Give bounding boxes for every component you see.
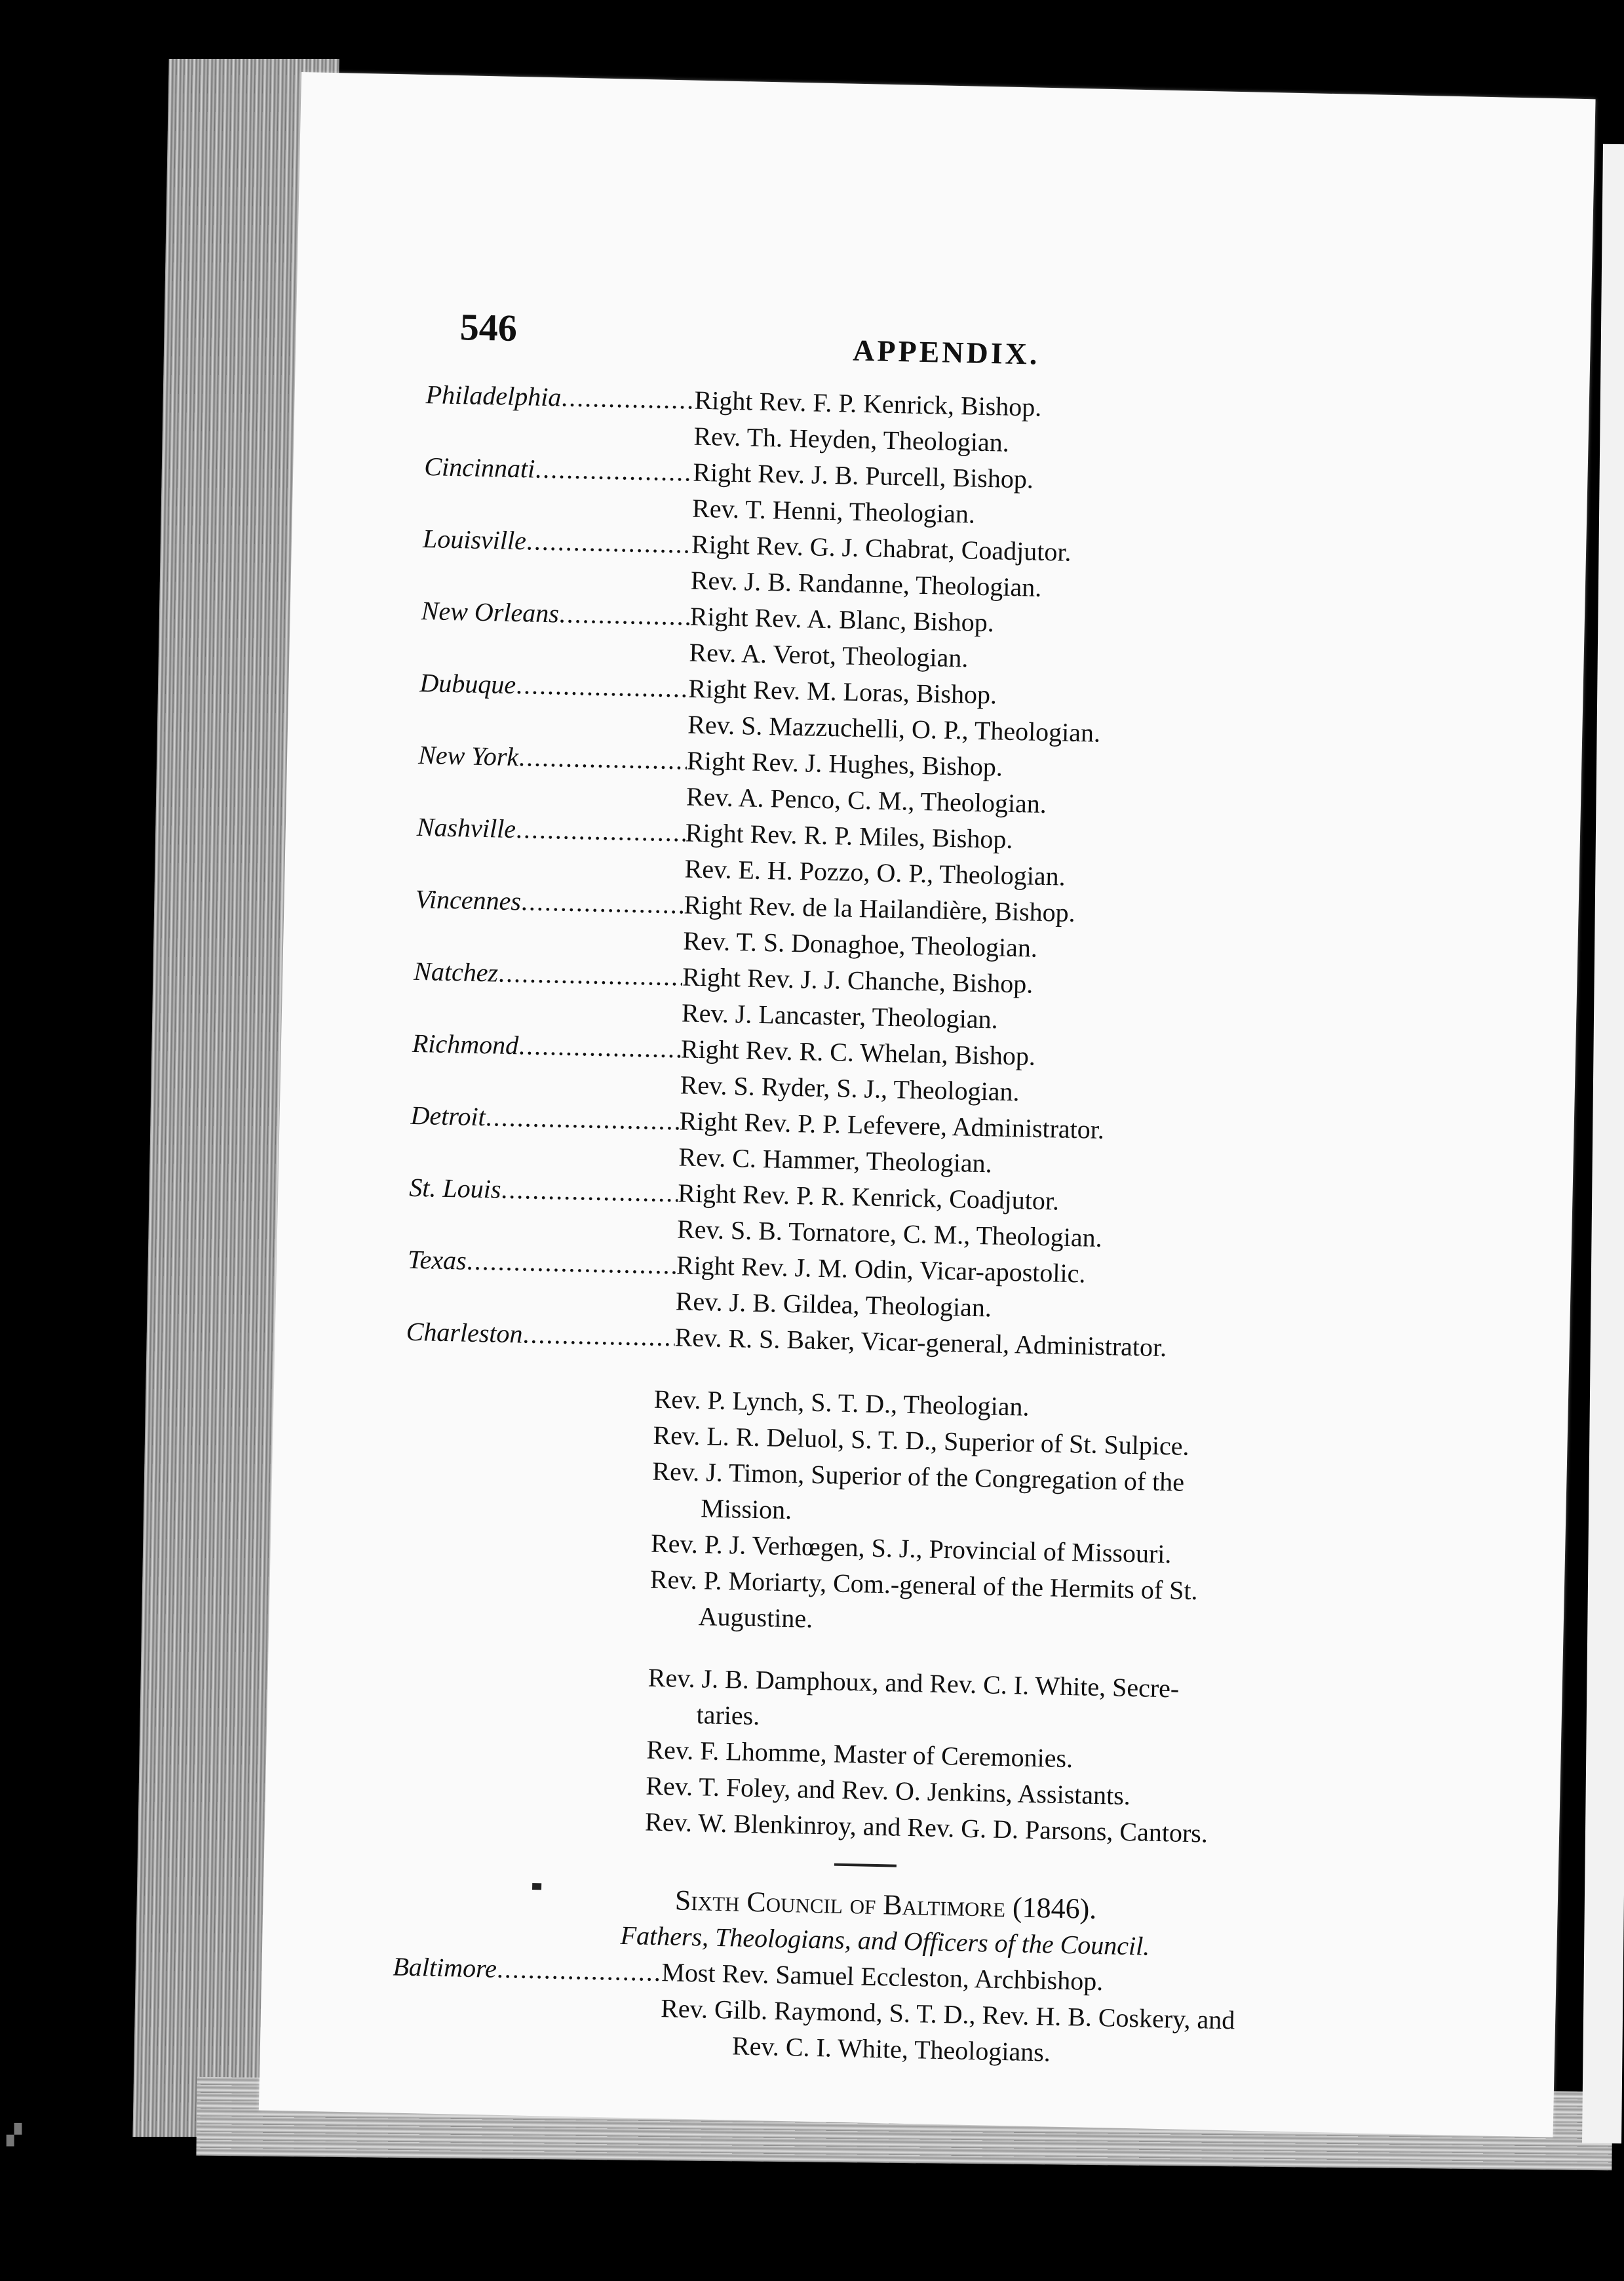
- council-fifth-list: [406, 376, 1396, 1370]
- leader-dots: [558, 595, 690, 634]
- diocese-cell: [406, 1314, 675, 1355]
- entry-text: Right Rev. J. B. Purcell, Bishop.: [692, 457, 1034, 494]
- leader-dots: [501, 1171, 678, 1211]
- entry-line: Rev. J. B. Randanne, Theologian.: [690, 565, 1042, 602]
- leader-dots: [522, 1316, 675, 1355]
- entry-line: Rev. A. Penco, C. M., Theologian.: [686, 781, 1047, 819]
- officials-list-2: [396, 1654, 1369, 1855]
- diocese-name: Nashville: [416, 811, 516, 844]
- leader-dots: [496, 1951, 662, 1990]
- diocese-cell: [414, 953, 683, 995]
- entry-text: Right Rev. P. P. Lefevere, Administrator.: [679, 1106, 1105, 1145]
- diocese-name: Richmond: [412, 1028, 519, 1061]
- entry-line: Rev. A. Verot, Theologian.: [689, 637, 969, 673]
- entry-line: Rev. J. B. Gildea, Theologian.: [675, 1286, 992, 1323]
- leader-dots: [561, 379, 695, 418]
- running-head: APPENDIX.: [852, 333, 1040, 371]
- leader-dots: [466, 1243, 676, 1283]
- diocese-cell: [418, 737, 687, 779]
- official-line: Rev. T. Foley, and Rev. O. Jenkins, Assistants.: [645, 1770, 1131, 1811]
- diocese-name: Baltimore: [393, 1951, 497, 1983]
- council-sixth-subtitle: Fathers, Theologians, and Officers of the Council.: [620, 1920, 1150, 1961]
- entry-line: Rev. S. Ryder, S. J., Theologian.: [680, 1070, 1020, 1107]
- official-line: Rev. L. R. Deluol, S. T. D., Superior of St. Sulpice.: [653, 1420, 1189, 1461]
- diocese-name: Vincennes: [415, 884, 522, 916]
- page-body: [391, 376, 1396, 2076]
- diocese-name: St. Louis: [408, 1172, 501, 1204]
- diocese-cell: [416, 809, 686, 851]
- entry-line-continued: taries.: [696, 1700, 760, 1731]
- official-line: Rev. P. J. Verhœgen, S. J., Provincial of Missouri.: [650, 1528, 1172, 1569]
- diocese-name: Philadelphia: [425, 380, 562, 412]
- diocese-cell: [421, 593, 690, 634]
- ink-spot: [532, 1883, 541, 1890]
- entry-text: Right Rev. R. P. Miles, Bishop.: [685, 817, 1013, 854]
- entry-text: Right Rev. J. J. Chanche, Bishop.: [682, 962, 1034, 999]
- leader-dots: [485, 1099, 680, 1139]
- entry-text: Right Rev. A. Blanc, Bishop.: [689, 601, 995, 638]
- leader-dots: [526, 522, 691, 562]
- entry-text: Rev. R. S. Baker, Vicar-general, Administrator.: [674, 1322, 1167, 1363]
- official-line: Rev. P. Moriarty, Com.-general of the Hermits of St.: [649, 1564, 1199, 1606]
- diocese-cell: [424, 448, 693, 490]
- entry-line: Rev. T. S. Donaghoe, Theologian.: [682, 926, 1038, 963]
- diocese-name: Cincinnati: [423, 452, 535, 484]
- facing-page-edge: [1582, 144, 1624, 2143]
- page-header: [459, 305, 1443, 378]
- leader-dots: [515, 811, 686, 850]
- book-page: [259, 72, 1596, 2137]
- diocese-cell: [425, 376, 695, 418]
- entry-text: Right Rev. M. Loras, Bishop.: [687, 673, 997, 710]
- section-divider: [834, 1863, 897, 1867]
- entry-text: Right Rev. J. Hughes, Bishop.: [686, 745, 1003, 782]
- entry-line: Rev. J. Lancaster, Theologian.: [681, 998, 999, 1034]
- diocese-cell: [410, 1097, 680, 1139]
- leader-dots: [518, 739, 687, 778]
- diocese-name: New York: [417, 739, 519, 772]
- entry-text: Right Rev. G. J. Chabrat, Coadjutor.: [691, 529, 1072, 567]
- diocese-name: Charleston: [406, 1316, 524, 1349]
- entry-line: Rev. S. Mazzuchelli, O. P., Theologian.: [687, 709, 1101, 748]
- diocese-name: Detroit: [410, 1100, 486, 1132]
- diocese-cell: [419, 665, 689, 707]
- diocese-name: Louisville: [422, 524, 527, 556]
- diocese-name: Texas: [407, 1244, 467, 1276]
- leader-dots: [516, 667, 689, 707]
- entry-line-continued: Augustine.: [698, 1601, 813, 1633]
- diocese-cell: [415, 881, 684, 923]
- entry-text: Right Rev. de la Hailandière, Bishop.: [684, 889, 1076, 928]
- official-line: Rev. P. Lynch, S. T. D., Theologian.: [653, 1384, 1030, 1422]
- entry-text: Right Rev. P. R. Kenrick, Coadjutor.: [677, 1178, 1060, 1216]
- official-line: Rev. W. Blenkinroy, and Rev. G. D. Parsons, Cantors.: [644, 1806, 1208, 1848]
- diocese-cell: [423, 520, 692, 562]
- scan-mark: ▞: [7, 2124, 22, 2146]
- entry-line: Rev. T. Henni, Theologian.: [691, 493, 976, 529]
- official-line: Rev. J. Timon, Superior of the Congregation of the: [651, 1456, 1185, 1497]
- entry-text: Most Rev. Samuel Eccleston, Archbishop.: [661, 1957, 1104, 1997]
- leader-dots: [498, 955, 683, 995]
- diocese-cell: [412, 1025, 681, 1067]
- entry-line: Rev. E. H. Pozzo, O. P., Theologian.: [684, 853, 1066, 891]
- diocese-cell: [408, 1241, 677, 1283]
- page-number: 546: [459, 305, 518, 349]
- diocese-name: New Orleans: [421, 596, 560, 629]
- diocese-name: Natchez: [413, 956, 499, 988]
- entry-line: Rev. C. Hammer, Theologian.: [678, 1142, 993, 1179]
- leader-dots: [518, 1027, 682, 1066]
- entry-line-continued: Rev. C. I. White, Theologians.: [731, 2031, 1051, 2067]
- entry-text: Right Rev. J. M. Odin, Vicar-apostolic.: [676, 1250, 1086, 1289]
- entry-line-continued: Mission.: [700, 1493, 792, 1525]
- official-line: Rev. F. Lhomme, Master of Ceremonies.: [646, 1734, 1073, 1774]
- diocese-cell: [409, 1169, 678, 1211]
- entry-line: Rev. Th. Heyden, Theologian.: [693, 421, 1010, 458]
- entry-text: Right Rev. R. C. Whelan, Bishop.: [680, 1034, 1036, 1071]
- leader-dots: [535, 451, 693, 490]
- entry-line: Rev. Gilb. Raymond, S. T. D., Rev. H. B. Coskery, and: [660, 1993, 1235, 2035]
- diocese-cell: [393, 1949, 662, 1991]
- entry-line: Rev. S. B. Tornatore, C. M., Theologian.: [676, 1214, 1103, 1253]
- entry-text: Right Rev. F. P. Kenrick, Bishop.: [694, 385, 1042, 422]
- officials-list-1: [400, 1376, 1375, 1648]
- council-sixth-title: Sixth Council of Baltimore (1846).: [674, 1884, 1097, 1926]
- official-line: Rev. J. B. Damphoux, and Rev. C. I. White, Secre-: [648, 1662, 1180, 1704]
- diocese-name: Dubuque: [419, 667, 516, 700]
- leader-dots: [520, 883, 684, 922]
